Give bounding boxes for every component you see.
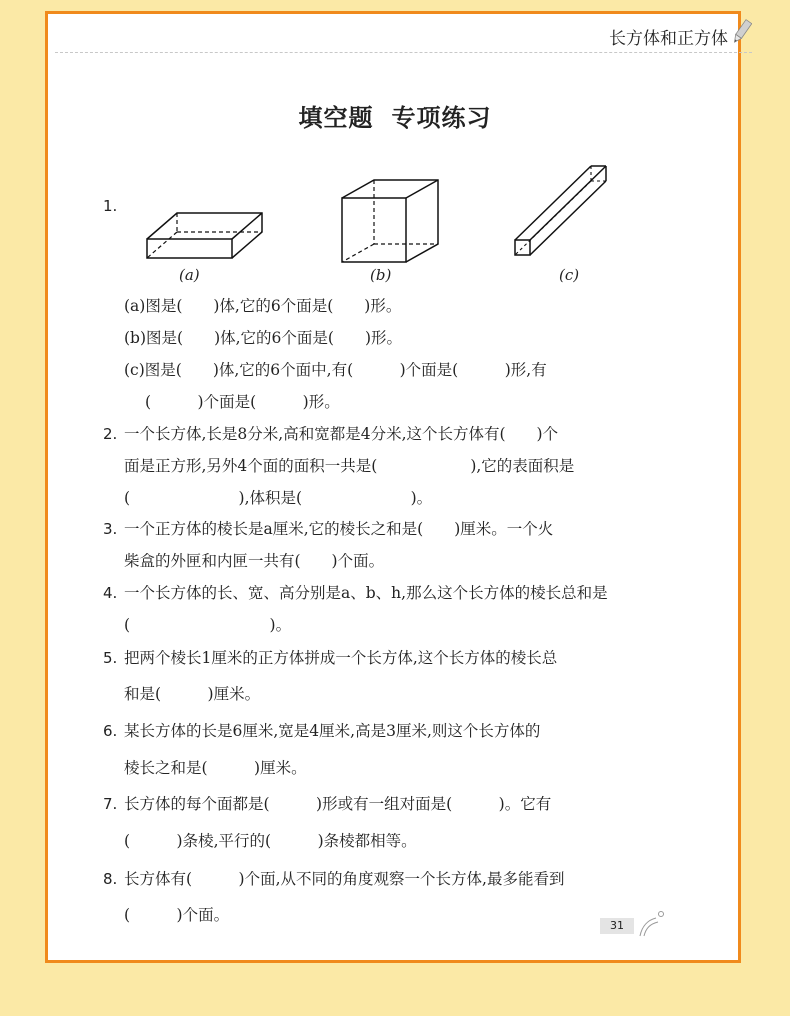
page-header (55, 22, 752, 53)
figure-label-a: (a) (179, 266, 200, 284)
q8-line-1: 长方体有( )个面,从不同的角度观察一个长方体,最多能看到 (124, 870, 565, 888)
title-left: 填空题 (298, 103, 374, 132)
title-right: 专项练习 (391, 103, 492, 132)
solids-figure (0, 150, 690, 290)
figure-label-c: (c) (559, 266, 580, 284)
q7-line-1: 长方体的每个面都是( )形或有一组对面是( )。它有 (124, 795, 552, 813)
worksheet-title (0, 98, 790, 133)
swirl-icon (636, 908, 666, 938)
q6-line-2: 棱长之和是( )厘米。 (124, 759, 307, 777)
q1-line-4: ( )个面是( )形。 (145, 393, 340, 411)
q4-line-1: 一个长方体的长、宽、高分别是a、b、h,那么这个长方体的棱长总和是 (124, 584, 608, 602)
q8-line-2: ( )个面。 (124, 906, 230, 924)
question-number-5: 5. (103, 649, 118, 667)
chapter-title: 长方体和正方体 (609, 29, 728, 49)
question-number-8: 8. (103, 870, 118, 888)
cuboid-figure-a (147, 213, 262, 258)
q4-line-2: ( )。 (124, 616, 292, 634)
cube-figure-b (342, 180, 438, 262)
question-number-6: 6. (103, 722, 118, 740)
question-number-1: 1. (103, 197, 118, 215)
figure-label-b: (b) (370, 266, 392, 284)
q3-line-1: 一个正方体的棱长是a厘米,它的棱长之和是( )厘米。一个火 (124, 520, 554, 538)
question-number-3: 3. (103, 520, 118, 538)
q7-line-2: ( )条棱,平行的( )条棱都相等。 (124, 832, 417, 850)
q5-line-1: 把两个棱长1厘米的正方体拼成一个长方体,这个长方体的棱长总 (124, 649, 558, 667)
q3-line-2: 柴盒的外匣和内匣一共有( )个面。 (124, 552, 385, 570)
question-number-7: 7. (103, 795, 118, 813)
q5-line-2: 和是( )厘米。 (124, 685, 261, 703)
pencil-icon (730, 18, 752, 46)
question-number-4: 4. (103, 584, 118, 602)
q6-line-1: 某长方体的长是6厘米,宽是4厘米,高是3厘米,则这个长方体的 (124, 722, 541, 740)
question-number-2: 2. (103, 425, 118, 443)
prism-figure-c (515, 166, 606, 255)
q1-line-3: (c)图是( )体,它的6个面中,有( )个面是( )形,有 (124, 361, 547, 379)
q2-line-1: 一个长方体,长是8分米,高和宽都是4分米,这个长方体有( )个 (124, 425, 559, 443)
q2-line-3: ( ),体积是( )。 (124, 489, 433, 507)
q1-line-1: (a)图是( )体,它的6个面是( )形。 (124, 297, 402, 315)
page-number: 31 (600, 918, 634, 934)
q2-line-2: 面是正方形,另外4个面的面积一共是( ),它的表面积是 (124, 457, 575, 475)
q1-line-2: (b)图是( )体,它的6个面是( )形。 (124, 329, 402, 347)
